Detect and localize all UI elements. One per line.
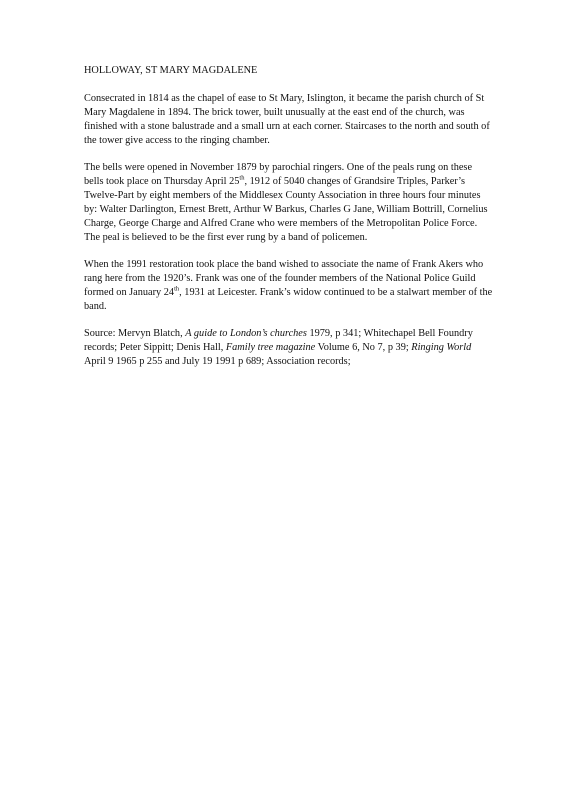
restoration-text-part-2: , 1931 at Leicester. Frank’s widow continued to be a stalwart member of the band. [84, 286, 493, 312]
source-text-4: April 9 1965 p 255 and July 19 1991 p 689; Association records; [84, 355, 351, 367]
bells-paragraph [84, 161, 494, 244]
history-paragraph: Consecrated in 1814 as the chapel of ease to St Mary, Islington, it became the parish church of St Mary Magdalene in 1894. The brick tower, built unusually at the east end of the church, was finished with a stone balustrade and a small urn at each corner. Staircases to the north and south of the tower give access to the ringing chamber. [84, 92, 490, 146]
ordinal-suffix: th [239, 174, 245, 182]
source-text-3: Volume 6, No 7, p 39; [315, 342, 412, 353]
restoration-paragraph [84, 258, 494, 314]
document-page [84, 64, 494, 382]
source-text-1: Source: Mervyn Blatch, [84, 328, 186, 340]
source-title-1: A guide to London’s churches [185, 328, 307, 340]
bells-text-part-1: The bells were opened in November 1879 by parochial ringers. One of the peals rung on these bells took place on Thursday April 25 [84, 162, 473, 187]
page-title: HOLLOWAY, ST MARY MAGDALENE [84, 65, 258, 76]
restoration-text-part-1: When the 1991 restoration took place the band wished to associate the name of Frank Akers who rang here from the 1920’s. Frank was one of the founder members of the National Police Guild formed on January 24 [84, 258, 484, 298]
bells-text-part-2: , 1912 of 5040 changes of Grandsire Triples, Parker’s Twelve-Part by eight members of the Middlesex County Association in three hours four minutes by: Walter Darlington, Ernest Brett, Arthur W Barkus, Charles G Jane, William Bottrill, Cornelius Charge, George Charge and Alfred Crane who were members of the Metropolitan Police Force. The peal is believed to be the first ever rung by a band of policemen. [84, 175, 488, 243]
source-title-3: Ringing World [411, 342, 472, 353]
ordinal-suffix: th [174, 285, 180, 293]
source-title-2: Family tree magazine [225, 342, 316, 353]
source-paragraph [84, 327, 494, 369]
source-text-2: 1979, p 341; Whitechapel Bell Foundry records; Peter Sippitt; Denis Hall, [84, 328, 473, 353]
